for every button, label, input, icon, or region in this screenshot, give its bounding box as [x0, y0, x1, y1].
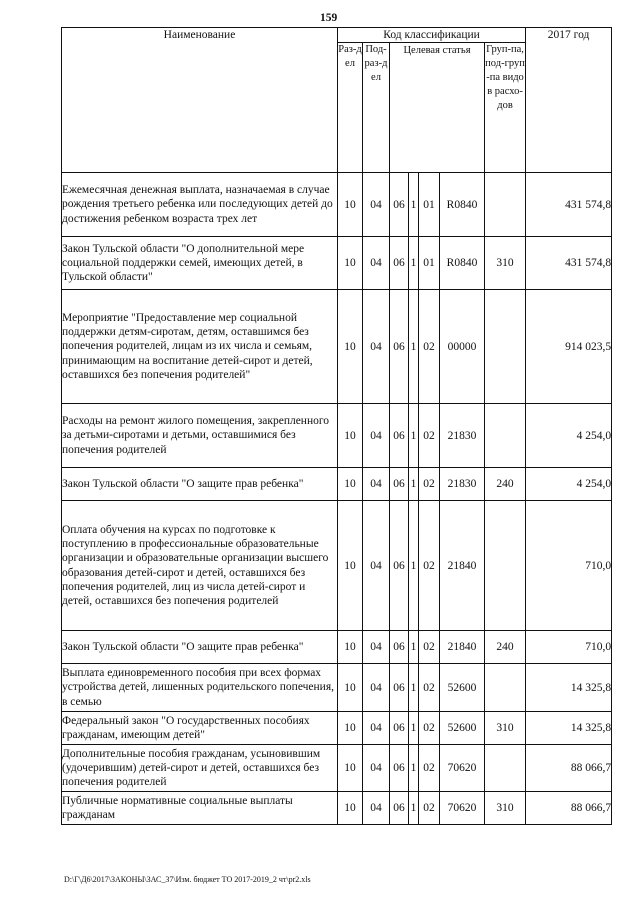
row-name: Ежемесячная денежная выплата, назначаемая в случае рождения третьего ребенка или последующих детей до достижения ребенком возраста трех лет	[62, 173, 338, 237]
row-cs2: 1	[409, 290, 419, 404]
row-razdel: 10	[338, 468, 363, 501]
row-podrazdel: 04	[363, 501, 390, 631]
row-cs3: 01	[419, 237, 440, 290]
row-cs1: 06	[390, 290, 409, 404]
row-group: 240	[485, 468, 526, 501]
row-podrazdel: 04	[363, 237, 390, 290]
row-razdel: 10	[338, 173, 363, 237]
row-name: Мероприятие "Предоставление мер социальной поддержки детям-сиротам, детям, оставшимся без попечения родителей, лицам из их числа и семьям, принимающим на воспитание детей-сирот и детей, оставшихся без попечения родителей"	[62, 290, 338, 404]
row-cs1: 06	[390, 237, 409, 290]
row-cs3: 01	[419, 173, 440, 237]
row-cs2: 1	[409, 712, 419, 745]
row-cs4: 21840	[440, 501, 485, 631]
row-group: 310	[485, 792, 526, 825]
row-cs1: 06	[390, 712, 409, 745]
row-podrazdel: 04	[363, 712, 390, 745]
budget-table	[61, 27, 612, 825]
row-name: Выплата единовременного пособия при всех формах устройства детей, лишенных родительского попечения, в семью	[62, 664, 338, 712]
row-cs3: 02	[419, 290, 440, 404]
row-amount: 710,0	[526, 501, 612, 631]
row-cs4: 52600	[440, 664, 485, 712]
row-amount: 710,0	[526, 631, 612, 664]
row-amount: 4 254,0	[526, 404, 612, 468]
header-classification: Код классификации	[338, 28, 526, 43]
row-group: 310	[485, 712, 526, 745]
row-cs2: 1	[409, 501, 419, 631]
row-cs1: 06	[390, 792, 409, 825]
row-amount: 431 574,8	[526, 237, 612, 290]
row-cs3: 02	[419, 792, 440, 825]
row-amount: 88 066,7	[526, 792, 612, 825]
page-number: 159	[320, 12, 338, 24]
row-group: 240	[485, 631, 526, 664]
row-name: Закон Тульской области "О защите прав ребенка"	[62, 468, 338, 501]
table-row	[62, 290, 612, 404]
row-name: Закон Тульской области "О защите прав ребенка"	[62, 631, 338, 664]
row-razdel: 10	[338, 792, 363, 825]
row-group	[485, 501, 526, 631]
row-cs2: 1	[409, 664, 419, 712]
row-razdel: 10	[338, 745, 363, 792]
row-podrazdel: 04	[363, 664, 390, 712]
row-cs3: 02	[419, 468, 440, 501]
row-name: Дополнительные пособия гражданам, усыновившим (удочерившим) детей-сирот и детей, оставшихся без попечения родителей	[62, 745, 338, 792]
row-group	[485, 664, 526, 712]
row-razdel: 10	[338, 631, 363, 664]
row-amount: 14 325,8	[526, 712, 612, 745]
row-podrazdel: 04	[363, 631, 390, 664]
row-cs4: R0840	[440, 237, 485, 290]
row-cs2: 1	[409, 173, 419, 237]
table-row	[62, 712, 612, 745]
row-amount: 4 254,0	[526, 468, 612, 501]
row-razdel: 10	[338, 501, 363, 631]
table-row	[62, 404, 612, 468]
row-cs3: 02	[419, 745, 440, 792]
row-podrazdel: 04	[363, 792, 390, 825]
row-cs1: 06	[390, 745, 409, 792]
row-cs4: 21840	[440, 631, 485, 664]
row-podrazdel: 04	[363, 745, 390, 792]
row-razdel: 10	[338, 404, 363, 468]
row-group	[485, 290, 526, 404]
row-cs2: 1	[409, 745, 419, 792]
row-cs1: 06	[390, 404, 409, 468]
header-target-article: Целевая статья	[390, 43, 485, 173]
row-cs3: 02	[419, 712, 440, 745]
table-row	[62, 664, 612, 712]
row-razdel: 10	[338, 712, 363, 745]
row-cs3: 02	[419, 501, 440, 631]
row-amount: 14 325,8	[526, 664, 612, 712]
footer-file-path: D:\Г\Д6\2017\ЗАКОНЫ\ЗАС_37\Изм. бюджет ТО 2017-2019_2 чт\pr2.xls	[64, 875, 311, 884]
row-razdel: 10	[338, 237, 363, 290]
row-razdel: 10	[338, 290, 363, 404]
table-row	[62, 631, 612, 664]
row-amount: 431 574,8	[526, 173, 612, 237]
row-cs2: 1	[409, 237, 419, 290]
row-group	[485, 404, 526, 468]
row-cs2: 1	[409, 631, 419, 664]
header-podrazdel: Под-раз-дел	[363, 43, 390, 173]
row-cs1: 06	[390, 501, 409, 631]
header-razdel: Раз-дел	[338, 43, 363, 173]
row-amount: 914 023,5	[526, 290, 612, 404]
row-cs1: 06	[390, 664, 409, 712]
header-year: 2017 год	[526, 28, 612, 173]
table-row	[62, 792, 612, 825]
table-row	[62, 468, 612, 501]
row-cs2: 1	[409, 468, 419, 501]
row-podrazdel: 04	[363, 290, 390, 404]
row-cs4: 70620	[440, 792, 485, 825]
table-row	[62, 501, 612, 631]
row-group	[485, 745, 526, 792]
row-amount: 88 066,7	[526, 745, 612, 792]
row-name: Оплата обучения на курсах по подготовке к поступлению в профессиональные образовательные организации и образовательные организации высшего образования детей-сирот и детей, оставшихся без попечения родителей, лиц из числа детей-сирот и детей, оставшихся без попечения родителей	[62, 501, 338, 631]
header-name: Наименование	[62, 28, 338, 173]
row-name: Федеральный закон "О государственных пособиях гражданам, имеющим детей"	[62, 712, 338, 745]
row-name: Публичные нормативные социальные выплаты гражданам	[62, 792, 338, 825]
row-podrazdel: 04	[363, 404, 390, 468]
row-name: Расходы на ремонт жилого помещения, закрепленного за детьми-сиротами и детьми, оставшимися без попечения родителей	[62, 404, 338, 468]
row-razdel: 10	[338, 664, 363, 712]
table-row	[62, 237, 612, 290]
row-cs2: 1	[409, 404, 419, 468]
table-row	[62, 745, 612, 792]
row-cs2: 1	[409, 792, 419, 825]
row-podrazdel: 04	[363, 468, 390, 501]
row-cs1: 06	[390, 631, 409, 664]
row-group	[485, 173, 526, 237]
row-cs4: 52600	[440, 712, 485, 745]
row-cs1: 06	[390, 173, 409, 237]
row-name: Закон Тульской области "О дополнительной мере социальной поддержки семей, имеющих детей, в Тульской области"	[62, 237, 338, 290]
row-cs1: 06	[390, 468, 409, 501]
header-group: Груп-па, под-груп-па видов расхо-дов	[485, 43, 526, 173]
row-podrazdel: 04	[363, 173, 390, 237]
row-cs3: 02	[419, 664, 440, 712]
row-cs3: 02	[419, 404, 440, 468]
row-cs4: 21830	[440, 468, 485, 501]
table-row	[62, 173, 612, 237]
row-group: 310	[485, 237, 526, 290]
row-cs4: 00000	[440, 290, 485, 404]
row-cs4: 70620	[440, 745, 485, 792]
row-cs3: 02	[419, 631, 440, 664]
row-cs4: R0840	[440, 173, 485, 237]
row-cs4: 21830	[440, 404, 485, 468]
